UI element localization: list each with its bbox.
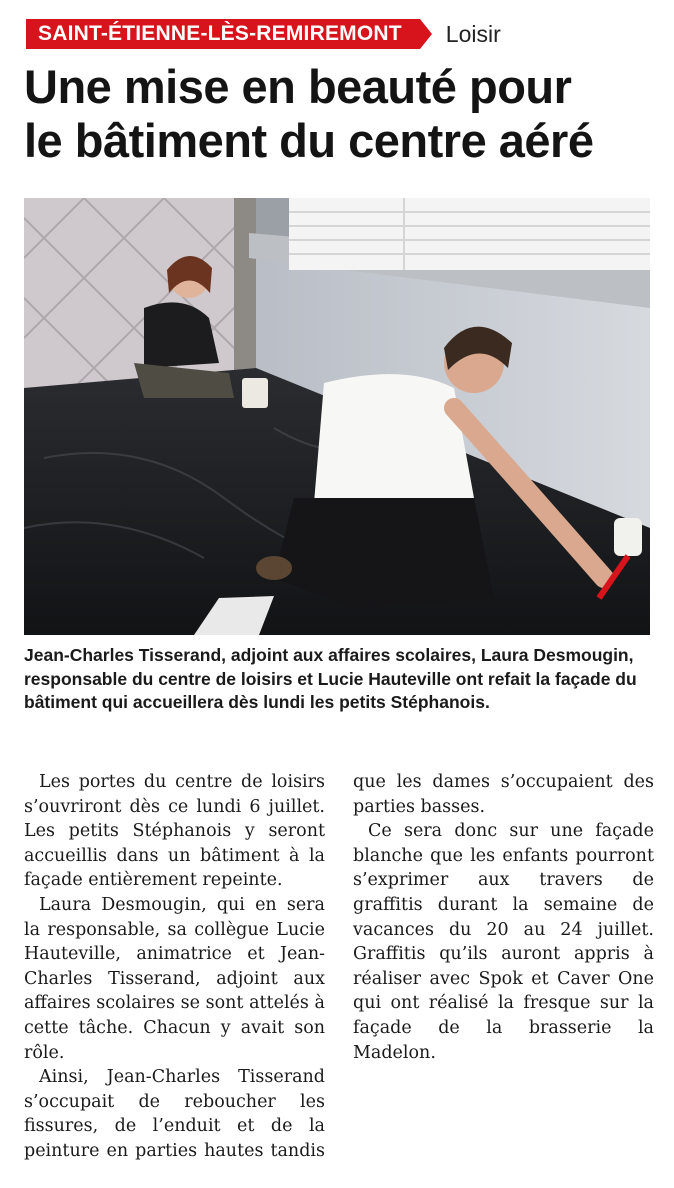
article-photo [24,198,650,635]
headline [24,60,654,168]
location-tag: SAINT-ÉTIENNE-LÈS-REMIREMONT [26,19,420,49]
headline-line-2: le bâtiment du centre aéré [24,114,594,167]
rubric-label: Loisir [445,20,501,47]
paragraph: Ce sera donc sur une façade blanche que les enfants pourront s’exprimer aux travers de graffitis durant la semaine de vacances du 20 au 24 juillet. Graffitis qu’ils auront appris à réaliser avec Spok et Caver One qui ont réalisé la fresque sur la façade de la brasserie la Madelon. [353,821,654,1063]
kicker [26,18,501,50]
headline-line-1: Une mise en beauté pour [24,60,572,113]
photo-illustration [24,198,650,635]
paragraph: Laura Desmougin, qui en sera la responsable, sa collègue Lucie Hauteville, animatrice et Jean-Charles Tisserand, adjoint aux affaires scolaires se sont attelés à cette tâche. Chacun y avait son rôle. [24,894,325,1063]
paragraph: Ainsi, Jean-Charles Tisserand s’occupait de reboucher les fissures, de l’enduit et de la peinture en parties hautes tandis que les dames s’occupaient des parties basses. [24,772,654,1161]
article-body [24,770,654,1165]
photo-caption: Jean-Charles Tisserand, adjoint aux affaires scolaires, Laura Desmougin, responsable du centre de loisirs et Lucie Hauteville ont refait la façade du bâtiment qui accueillera dès lundi les petits Stéphanois. [24,645,637,712]
paragraph: Les portes du centre de loisirs s’ouvriront dès ce lundi 6 juillet. Les petits Stéphanois y seront accueillis dans un bâtiment à la façade entièrement repeinte. [24,772,325,891]
